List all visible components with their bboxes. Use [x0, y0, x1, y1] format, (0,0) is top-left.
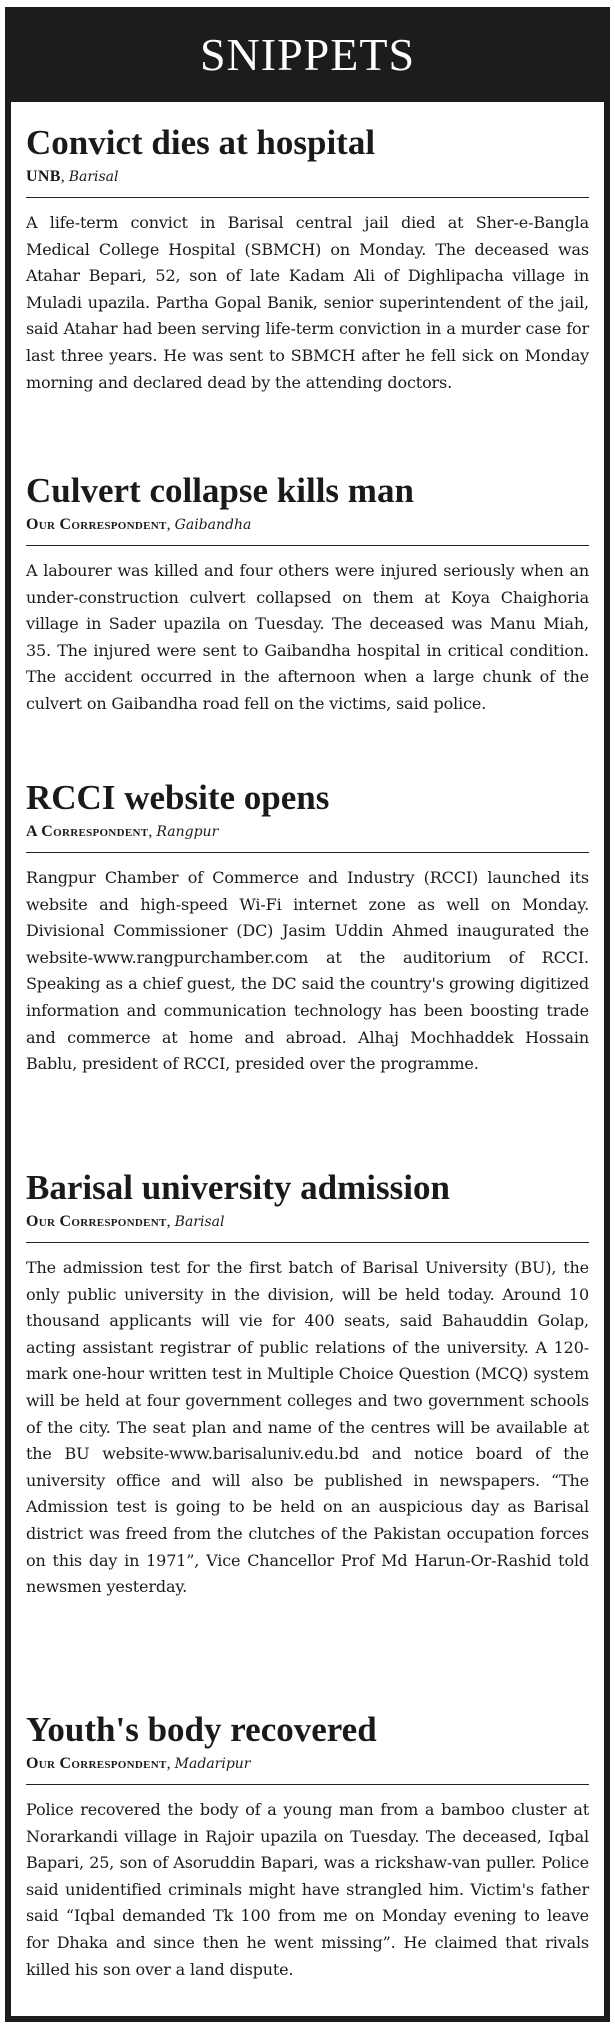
section-title: SNIPPETS — [199, 29, 416, 80]
story-barisal-university — [26, 1167, 589, 1601]
byline-divider — [26, 1784, 589, 1785]
story-headline: Youth's body recovered — [26, 1710, 377, 1749]
story-rcci-website — [26, 777, 589, 1078]
byline-divider — [26, 1242, 589, 1243]
story-headline: Convict dies at hospital — [26, 123, 376, 162]
story-headline: RCCI website opens — [26, 778, 330, 817]
byline-author: Our Correspondent — [26, 1755, 167, 1772]
story-body: The admission test for the first batch of Barisal University (BU), the only public university in the division, will be held today. Around 10 thousand applicants will vie for 400 seats, said Bahauddin Golap, acting assistant registrar of public relations of the university. A 120-mark one-hour written test in Multiple Choice Question (MCQ) system will be held at four government colleges and two government schools of the city. The seat plan and name of the centres will be available at the BU website-www.barisaluniv.edu.bd and notice board of the university office and will also be published in newspapers. “The Admission test is going to be held on an auspicious day as Barisal district was freed from the clutches of the Pakistan occupation forces on this day in 1971”, Vice Chancellor Prof Md Harun-Or-Rashid told newsmen yesterday. — [26, 1258, 589, 1597]
byline-place: Rangpur — [156, 824, 219, 840]
byline-place: Barisal — [174, 1214, 225, 1230]
story-body: A labourer was killed and four others were injured seriously when an under-construction culvert collapsed on them at Koya Chaighoria village in Sader upazila on Tuesday. The deceased was Manu Miah, 35. The injured were sent to Gaibandha hospital in critical condition. The accident occurred in the afternoon when a large chunk of the culvert on Gaibandha road fell on the victims, said police. — [26, 561, 589, 713]
story-body: Police recovered the body of a young man from a bamboo cluster at Norarkandi village in Rajoir upazila on Tuesday. The deceased, Iqbal Bapari, 25, son of Asoruddin Bapari, was a rickshaw-van puller. Police said unidentified criminals might have strangled him. Victim's father said “Iqbal demanded Tk 100 from me on Monday evening to leave for Dhaka and since then he went missing”. He claimed that rivals killed his son over a land dispute. — [26, 1800, 589, 1979]
byline-author: UNB — [26, 168, 61, 185]
story-convict-dies — [26, 122, 589, 396]
byline-place: Madaripur — [174, 1756, 251, 1772]
byline-place: Gaibandha — [174, 517, 252, 533]
story-byline: Our Correspondent, Barisal — [26, 1213, 225, 1230]
byline-author: A Correspondent — [26, 823, 149, 840]
story-headline: Culvert collapse kills man — [26, 471, 414, 510]
section-banner — [5, 7, 610, 102]
byline-author: Our Correspondent — [26, 1213, 167, 1230]
story-byline: A Correspondent, Rangpur — [26, 823, 219, 840]
byline-divider — [26, 852, 589, 853]
story-byline: Our Correspondent, Gaibandha — [26, 516, 252, 533]
byline-divider — [26, 545, 589, 546]
story-byline: UNB, Barisal — [26, 168, 119, 185]
story-body: Rangpur Chamber of Commerce and Industry (RCCI) launched its website and high-speed Wi-Fi internet zone as well on Monday. Divisional Commissioner (DC) Jasim Uddin Ahmed inaugurated the website-www.rangpurchamber.com at the auditorium of RCCI. Speaking as a chief guest, the DC said the country's growing digitized information and communication technology has been boosting trade and commerce at home and abroad. Alhaj Mochhaddek Hossain Bablu, president of RCCI, presided over the programme. — [26, 868, 589, 1074]
story-culvert-collapse — [26, 470, 589, 718]
story-body: A life-term convict in Barisal central jail died at Sher-e-Bangla Medical College Hospital (SBMCH) on Monday. The deceased was Atahar Bepari, 52, son of late Kadam Ali of Dighlipacha village in Muladi upazila. Partha Gopal Banik, senior superintendent of the jail, said Atahar had been serving life-term conviction in a murder case for last three years. He was sent to SBMCH after he fell sick on Monday morning and declared dead by the attending doctors. — [26, 213, 589, 392]
byline-divider — [26, 197, 589, 198]
byline-author: Our Correspondent — [26, 516, 167, 533]
story-byline: Our Correspondent, Madaripur — [26, 1755, 251, 1772]
story-headline: Barisal university admission — [26, 1168, 450, 1207]
story-youth-body — [26, 1709, 589, 1983]
byline-place: Barisal — [68, 169, 119, 185]
